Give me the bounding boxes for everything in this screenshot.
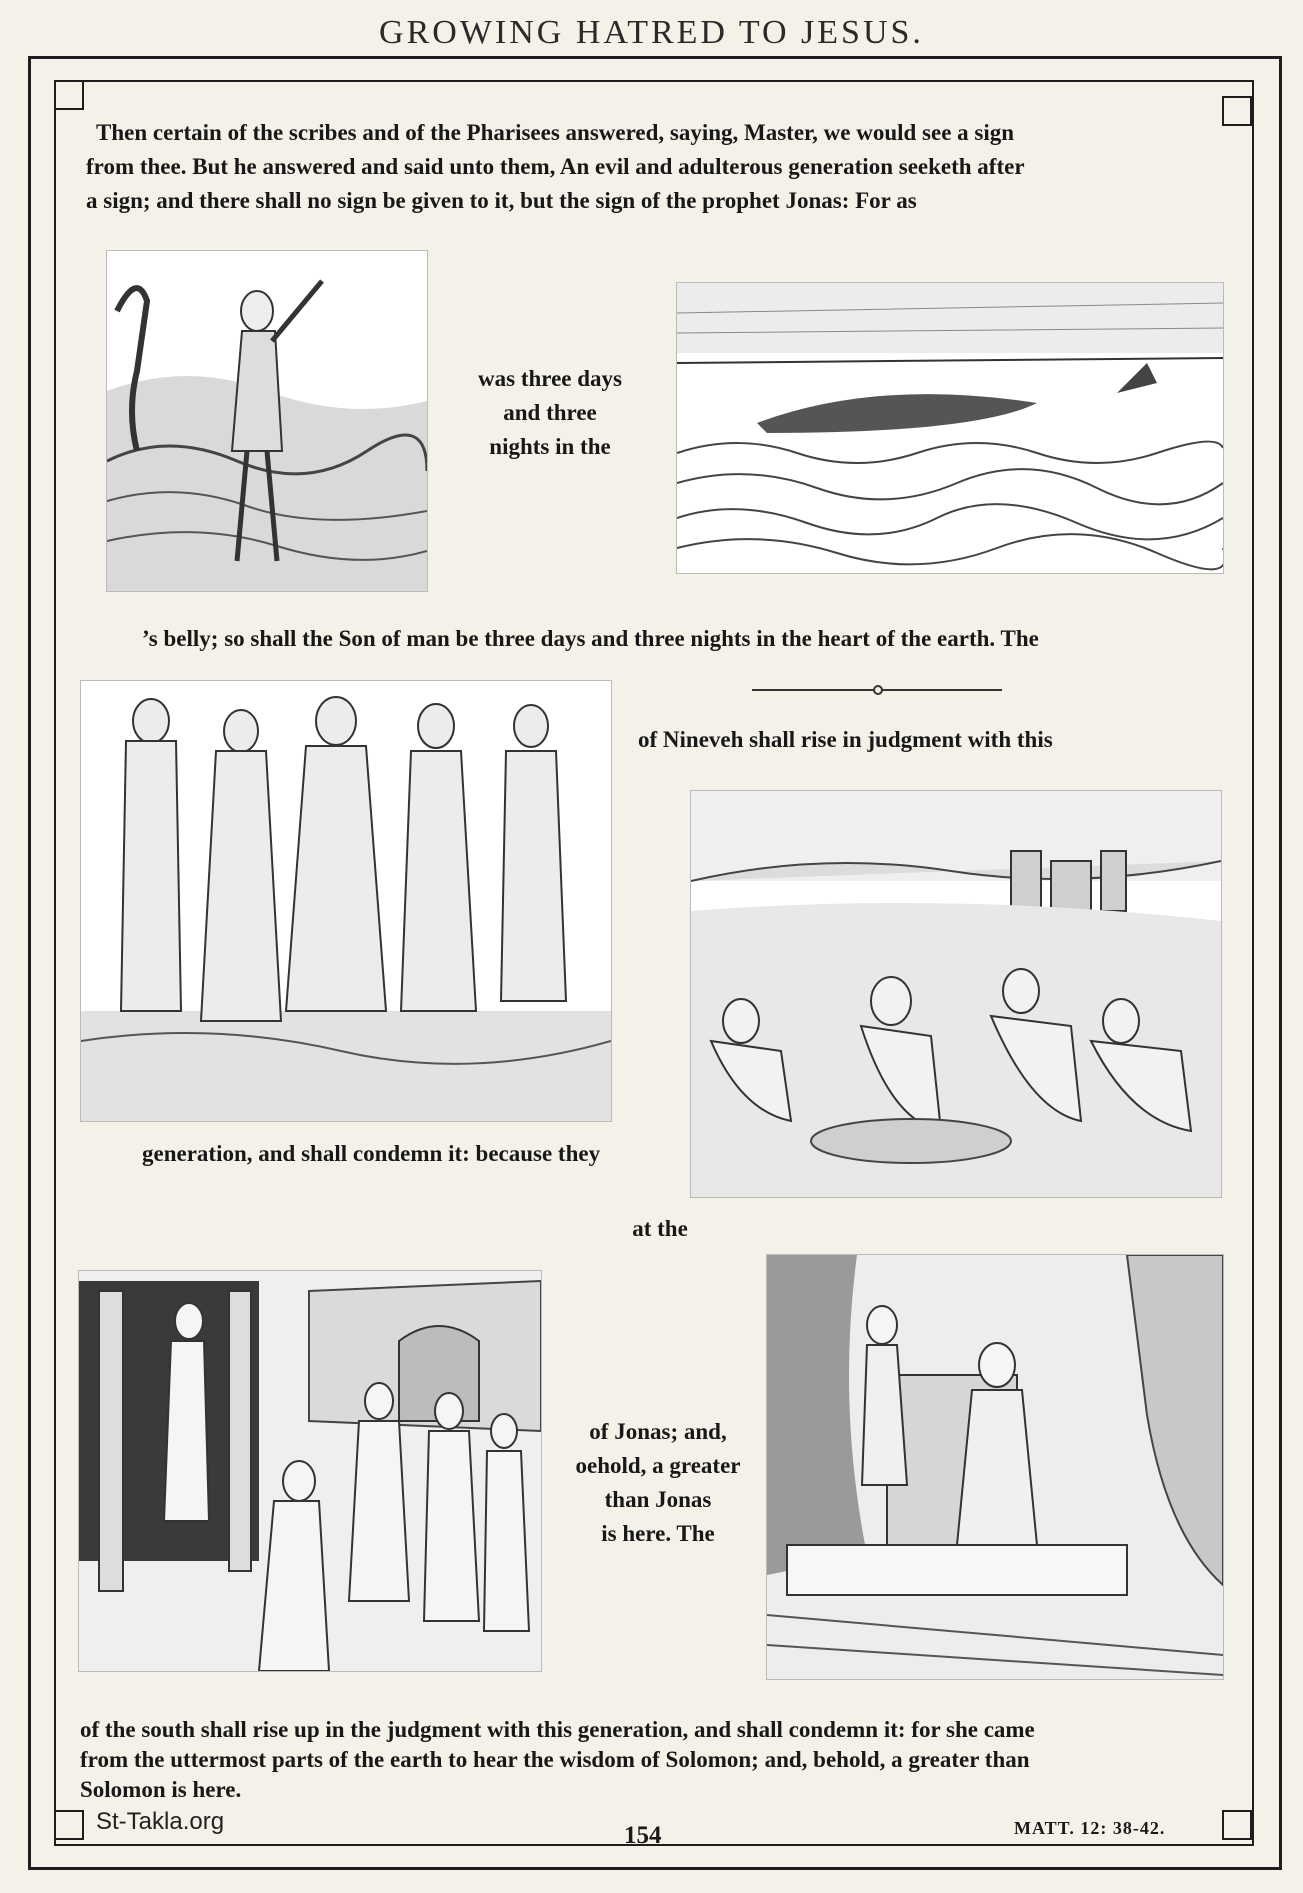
jonas-text-line-2: oehold, a greater (575, 1453, 741, 1478)
repenting-men-illustration (690, 790, 1222, 1198)
at-the-text: at the (632, 1216, 688, 1241)
jonas-text-line-1: of Jonas; and, (589, 1419, 727, 1444)
divider-ornament (752, 680, 1012, 700)
intro-line-3: a sign; and there shall no sign be given to it, but the sign of the prophet Jonas: For as (86, 188, 917, 213)
corner-ornament (1222, 1810, 1252, 1840)
men-of-nineveh-illustration (80, 680, 612, 1122)
corner-ornament (54, 80, 84, 110)
page-title: GROWING HATRED TO JESUS. (379, 14, 924, 51)
jonah-on-waves-illustration (106, 250, 428, 592)
nineveh-line: of Nineveh shall rise in judgment with this (638, 727, 1053, 752)
jonas-text-line-3: than Jonas (604, 1487, 712, 1512)
closing-line-3: Solomon is here. (80, 1777, 242, 1802)
jonah-text-line-1: was three days (478, 366, 622, 391)
corner-ornament (54, 1810, 84, 1840)
intro-line-2: from thee. But he answered and said unto them, An evil and adulterous generation seeketh after (86, 154, 1025, 179)
closing-line-2: from the uttermost parts of the earth to hear the wisdom of Solomon; and, behold, a greater than (80, 1747, 1030, 1772)
jonah-text-line-2: and three (503, 400, 597, 425)
queen-on-throne-illustration (766, 1254, 1224, 1680)
jonah-preaching-illustration (78, 1270, 542, 1672)
condemn-line: generation, and shall condemn it: because they (142, 1141, 601, 1166)
closing-line-1: of the south shall rise up in the judgment with this generation, and shall condemn it: for she came (80, 1717, 1035, 1742)
scripture-reference: MATT. 12: 38-42. (1014, 1818, 1166, 1838)
jonah-text-line-3: nights in the (489, 434, 611, 459)
intro-line-1: Then certain of the scribes and of the Pharisees answered, saying, Master, we would see a sign (96, 120, 1015, 145)
page-number: 154 (624, 1822, 662, 1849)
watermark: St-Takla.org (96, 1808, 225, 1835)
whale-in-sea-illustration (676, 282, 1224, 574)
jonas-text-line-4: is here. The (601, 1521, 715, 1546)
corner-ornament (1222, 96, 1252, 126)
belly-line: ’s belly; so shall the Son of man be three days and three nights in the heart of the earth. The (142, 626, 1039, 651)
